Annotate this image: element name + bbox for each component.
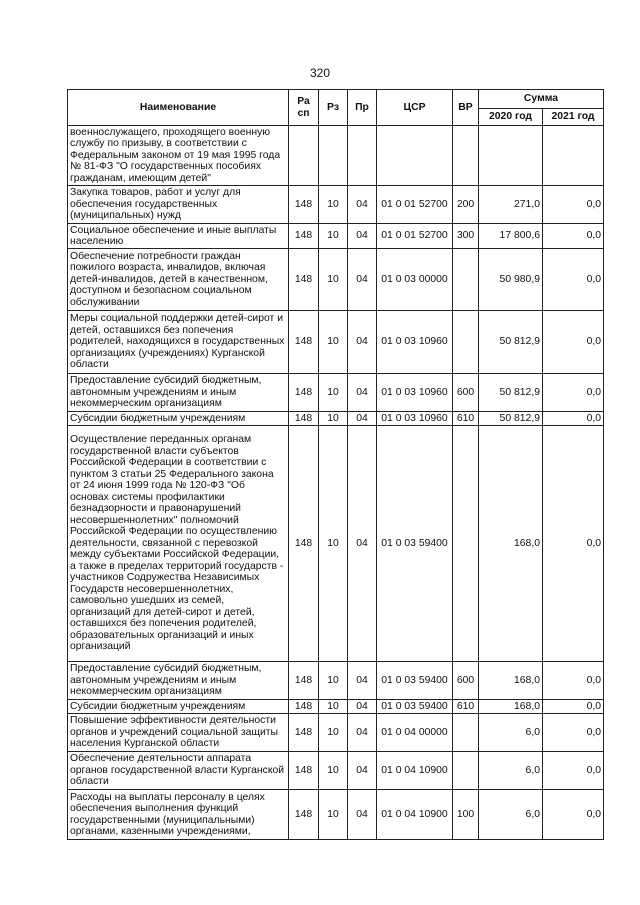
row-2020: 50 980,9 (479, 249, 543, 311)
row-2021: 0,0 (543, 752, 604, 790)
row-rz: 10 (319, 752, 348, 790)
row-2021: 0,0 (543, 714, 604, 752)
row-2020: 17 800,6 (479, 224, 543, 249)
table-row (68, 662, 604, 700)
row-rz: 10 (319, 249, 348, 311)
row-name: Обеспечение деятельности аппарата органов государственной власти Курганской области (68, 752, 289, 790)
row-csr: 01 0 04 10900 (377, 752, 453, 790)
row-vr (453, 311, 479, 374)
row-rasp: 148 (289, 426, 319, 662)
row-rasp: 148 (289, 700, 319, 714)
row-rz (319, 126, 348, 186)
row-vr (453, 126, 479, 186)
row-2020: 271,0 (479, 186, 543, 224)
row-rasp (289, 126, 319, 186)
row-name: военнослужащего, проходящего военную службу по призыву, в соответствии с Федеральным законом от 19 мая 1995 года № 81-ФЗ "О государственных пособиях гражданам, имеющим детей" (68, 126, 289, 186)
row-vr: 600 (453, 662, 479, 700)
row-rz: 10 (319, 662, 348, 700)
header-name: Наименование (68, 90, 289, 126)
row-rasp: 148 (289, 311, 319, 374)
header-year-2021: 2021 год (543, 109, 604, 126)
row-vr (453, 249, 479, 311)
row-2020: 6,0 (479, 752, 543, 790)
table-row (68, 224, 604, 249)
row-name: Расходы на выплаты персоналу в целях обеспечения выполнения функций государственными (муниципальными) органами, казенными учреждениями, (68, 790, 289, 840)
row-pr: 04 (348, 311, 377, 374)
row-rasp: 148 (289, 224, 319, 249)
row-vr (453, 426, 479, 662)
row-pr: 04 (348, 374, 377, 412)
row-name: Предоставление субсидий бюджетным, автономным учреждениям и иным некоммерческим организациям (68, 662, 289, 700)
row-rz: 10 (319, 426, 348, 662)
row-rasp: 148 (289, 374, 319, 412)
row-csr: 01 0 03 10960 (377, 374, 453, 412)
row-2021: 0,0 (543, 186, 604, 224)
row-2020: 6,0 (479, 790, 543, 840)
row-csr: 01 0 03 10960 (377, 311, 453, 374)
row-2021 (543, 126, 604, 186)
row-rasp: 148 (289, 186, 319, 224)
row-pr (348, 126, 377, 186)
row-csr: 01 0 03 10960 (377, 412, 453, 426)
header-year-2020: 2020 год (479, 109, 543, 126)
row-pr: 04 (348, 412, 377, 426)
row-vr: 610 (453, 700, 479, 714)
row-2021: 0,0 (543, 374, 604, 412)
row-pr: 04 (348, 790, 377, 840)
row-name: Обеспечение потребности граждан пожилого возраста, инвалидов, включая детей-инвалидов, детей в качественном, доступном и безопасном социальном обслуживании (68, 249, 289, 311)
table-row (68, 249, 604, 311)
row-pr: 04 (348, 186, 377, 224)
row-rz: 10 (319, 374, 348, 412)
row-rz: 10 (319, 412, 348, 426)
row-rz: 10 (319, 224, 348, 249)
row-rasp: 148 (289, 249, 319, 311)
row-rz: 10 (319, 714, 348, 752)
row-2021: 0,0 (543, 426, 604, 662)
row-csr: 01 0 04 00000 (377, 714, 453, 752)
row-2020: 6,0 (479, 714, 543, 752)
row-pr: 04 (348, 224, 377, 249)
header-csr: ЦСР (377, 90, 453, 126)
table-row (68, 700, 604, 714)
row-name: Повышение эффективности деятельности органов и учреждений социальной защиты населения Курганской области (68, 714, 289, 752)
row-2020: 168,0 (479, 700, 543, 714)
row-2021: 0,0 (543, 311, 604, 374)
row-pr: 04 (348, 426, 377, 662)
row-name: Субсидии бюджетным учреждениям (68, 412, 289, 426)
row-vr: 100 (453, 790, 479, 840)
row-2021: 0,0 (543, 412, 604, 426)
budget-table (67, 89, 604, 840)
header-rasp: Ра сп (289, 90, 319, 126)
row-rz: 10 (319, 700, 348, 714)
table-row (68, 412, 604, 426)
row-pr: 04 (348, 662, 377, 700)
row-rz: 10 (319, 311, 348, 374)
table-row (68, 126, 604, 186)
row-2021: 0,0 (543, 249, 604, 311)
table-row (68, 374, 604, 412)
row-name: Меры социальной поддержки детей-сирот и детей, оставшихся без попечения родителей, находящихся в государственных организациях (учреждениях) Курганской области (68, 311, 289, 374)
row-pr: 04 (348, 249, 377, 311)
row-rasp: 148 (289, 714, 319, 752)
row-vr: 600 (453, 374, 479, 412)
row-csr: 01 0 04 10900 (377, 790, 453, 840)
row-csr: 01 0 03 00000 (377, 249, 453, 311)
row-rasp: 148 (289, 662, 319, 700)
row-vr: 300 (453, 224, 479, 249)
row-2020: 168,0 (479, 662, 543, 700)
row-2021: 0,0 (543, 662, 604, 700)
row-pr: 04 (348, 700, 377, 714)
table-row (68, 186, 604, 224)
row-2021: 0,0 (543, 700, 604, 714)
row-2021: 0,0 (543, 790, 604, 840)
row-csr: 01 0 01 52700 (377, 224, 453, 249)
row-csr: 01 0 03 59400 (377, 426, 453, 662)
row-vr (453, 714, 479, 752)
row-csr: 01 0 01 52700 (377, 186, 453, 224)
row-csr: 01 0 03 59400 (377, 700, 453, 714)
row-2020 (479, 126, 543, 186)
row-vr: 200 (453, 186, 479, 224)
row-pr: 04 (348, 714, 377, 752)
row-vr (453, 752, 479, 790)
row-name: Предоставление субсидий бюджетным, автономным учреждениям и иным некоммерческим организациям (68, 374, 289, 412)
table-row (68, 714, 604, 752)
row-name: Осуществление переданных органам государственной власти субъектов Российской Федерации в соответствии с пунктом 3 статьи 25 Федерального закона от 24 июня 1999 года № 120-ФЗ "Об основах системы профилактики безнадзорности и правонарушений несовершеннолетних" полномочий Российской Федерации по осуществлению деятельности, связанной с перевозкой между субъектами Российской Федерации, а также в пределах территорий государств - участников Содружества Независимых Государств несовершеннолетних, самовольно ушедших из семей, организаций для детей-сирот и детей, оставшихся без попечения родителей, образовательных организаций и иных организаций (68, 426, 289, 662)
row-rasp: 148 (289, 412, 319, 426)
row-csr (377, 126, 453, 186)
row-2020: 168,0 (479, 426, 543, 662)
row-2020: 50 812,9 (479, 412, 543, 426)
row-rasp: 148 (289, 752, 319, 790)
page-number: 320 (309, 66, 331, 80)
row-vr: 610 (453, 412, 479, 426)
row-2020: 50 812,9 (479, 374, 543, 412)
row-name: Закупка товаров, работ и услуг для обеспечения государственных (муниципальных) нужд (68, 186, 289, 224)
header-vr: ВР (453, 90, 479, 126)
row-rz: 10 (319, 790, 348, 840)
table-row (68, 752, 604, 790)
row-name: Социальное обеспечение и иные выплаты населению (68, 224, 289, 249)
table-row (68, 311, 604, 374)
header-rz: Рз (319, 90, 348, 126)
row-rasp: 148 (289, 790, 319, 840)
header-pr: Пр (348, 90, 377, 126)
row-2021: 0,0 (543, 224, 604, 249)
row-2020: 50 812,9 (479, 311, 543, 374)
header-sum: Сумма (479, 90, 604, 109)
row-pr: 04 (348, 752, 377, 790)
row-name: Субсидии бюджетным учреждениям (68, 700, 289, 714)
row-rz: 10 (319, 186, 348, 224)
row-csr: 01 0 03 59400 (377, 662, 453, 700)
table-row (68, 790, 604, 840)
table-row (68, 426, 604, 662)
